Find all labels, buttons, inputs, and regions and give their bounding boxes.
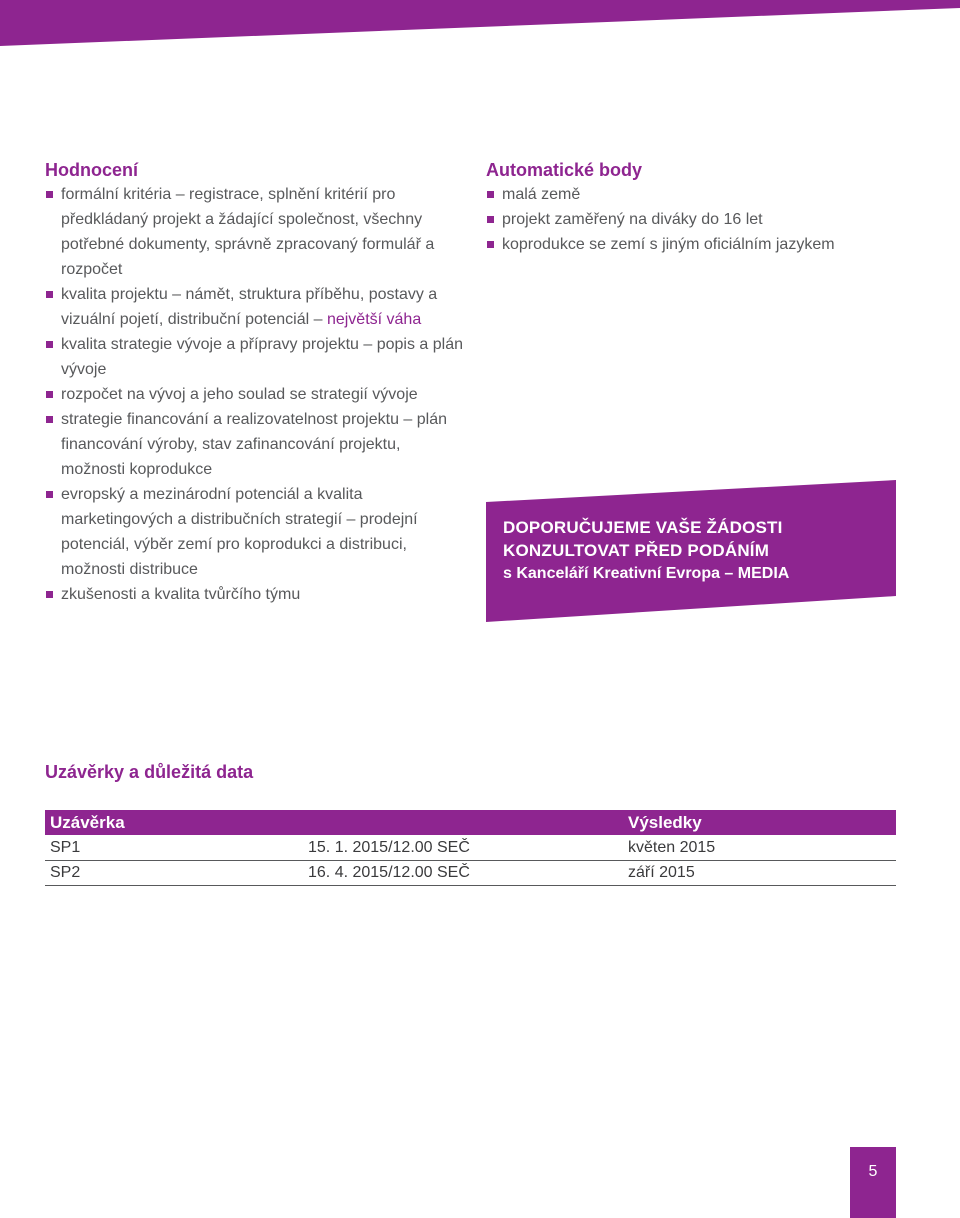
column-header-date bbox=[303, 810, 623, 836]
page-number: 5 bbox=[850, 1147, 896, 1218]
table-cell: SP1 bbox=[45, 836, 303, 861]
table-cell: září 2015 bbox=[623, 861, 896, 886]
bullet-square-icon bbox=[487, 191, 494, 198]
automaticke-body-list bbox=[486, 182, 926, 257]
bullet-square-icon bbox=[487, 216, 494, 223]
list-item: strategie financování a realizovatelnost projektu – plán financování výroby, stav zafinancování projektu, možnosti koprodukce bbox=[45, 407, 465, 482]
list-item: evropský a mezinárodní potenciál a kvalita marketingových a distribučních strategií – prodejní potenciál, výběr zemí pro koprodukci a distribuci, možnosti distribuce bbox=[45, 482, 465, 582]
bullet-square-icon bbox=[46, 341, 53, 348]
hodnoceni-heading: Hodnocení bbox=[45, 160, 138, 180]
table-cell: 16. 4. 2015/12.00 SEČ bbox=[303, 861, 623, 886]
list-item: kvalita projektu – námět, struktura příběhu, postavy a vizuální pojetí, distribuční potenciál – největší váha bbox=[45, 282, 465, 332]
top-decorative-band bbox=[0, 0, 960, 60]
list-item: zkušenosti a kvalita tvůrčího týmu bbox=[45, 582, 465, 607]
column-header-uzaverka: Uzávěrka bbox=[45, 810, 303, 836]
automaticke-body-section bbox=[486, 158, 926, 257]
list-item: projekt zaměřený na diváky do 16 let bbox=[486, 207, 926, 232]
bullet-square-icon bbox=[46, 416, 53, 423]
banner-line-2: KONZULTOVAT PŘED PODÁNÍM bbox=[503, 541, 770, 560]
table-cell: květen 2015 bbox=[623, 836, 896, 861]
bullet-square-icon bbox=[46, 391, 53, 398]
hodnoceni-list bbox=[45, 182, 465, 607]
highlight-text: největší váha bbox=[326, 311, 422, 328]
bullet-square-icon bbox=[46, 291, 53, 298]
table-row bbox=[45, 861, 896, 886]
table-cell: SP2 bbox=[45, 861, 303, 886]
table-header-row bbox=[45, 810, 896, 836]
uzaverky-heading: Uzávěrky a důležitá data bbox=[45, 762, 254, 782]
banner-line-3: s Kanceláří Kreativní Evropa – MEDIA bbox=[503, 565, 790, 582]
uzaverky-section bbox=[45, 760, 896, 886]
table-cell: 15. 1. 2015/12.00 SEČ bbox=[303, 836, 623, 861]
column-header-vysledky: Výsledky bbox=[623, 810, 896, 836]
banner-line-1: DOPORUČUJEME VAŠE ŽÁDOSTI bbox=[503, 518, 783, 537]
bullet-square-icon bbox=[487, 241, 494, 248]
bullet-square-icon bbox=[46, 491, 53, 498]
list-item: formální kritéria – registrace, splnění kritérií pro předkládaný projekt a žádající společnost, všechny potřebné dokumenty, správně zpracovaný formulář a rozpočet bbox=[45, 182, 465, 282]
recommendation-banner-text bbox=[503, 516, 883, 586]
hodnoceni-section bbox=[45, 158, 465, 607]
bullet-square-icon bbox=[46, 191, 53, 198]
bullet-square-icon bbox=[46, 591, 53, 598]
automaticke-body-heading: Automatické body bbox=[486, 160, 643, 180]
list-item: koprodukce se zemí s jiným oficiálním jazykem bbox=[486, 232, 926, 257]
deadlines-table bbox=[45, 810, 896, 886]
table-row bbox=[45, 836, 896, 861]
list-item: malá země bbox=[486, 182, 926, 207]
list-item: rozpočet na vývoj a jeho soulad se strategií vývoje bbox=[45, 382, 465, 407]
list-item: kvalita strategie vývoje a přípravy projektu – popis a plán vývoje bbox=[45, 332, 465, 382]
